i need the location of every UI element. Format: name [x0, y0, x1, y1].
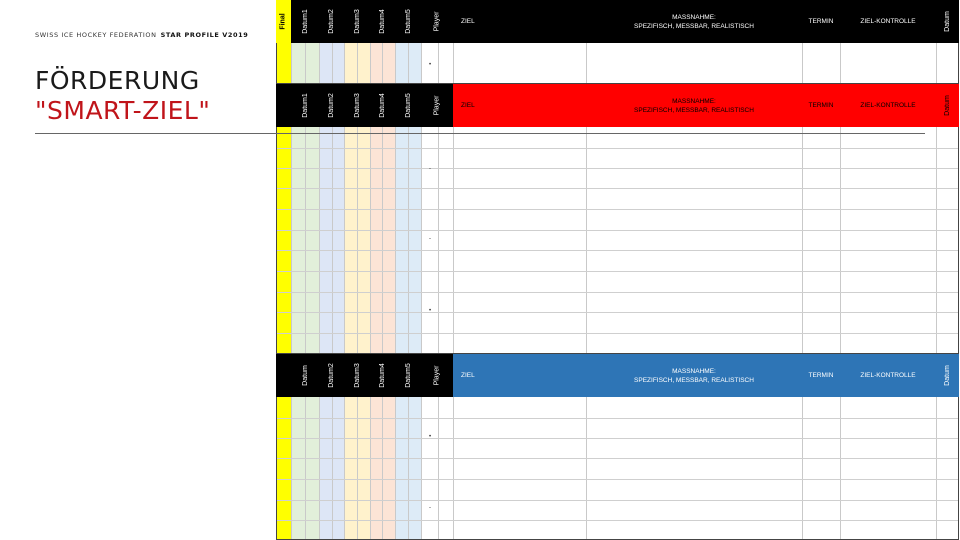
title-underline — [35, 133, 925, 134]
header-kontrolle — [840, 0, 936, 43]
header-termin — [802, 0, 840, 43]
header-player — [421, 354, 453, 397]
ziel-label: ZIEL — [461, 102, 475, 109]
termin-label: TERMIN — [808, 102, 834, 109]
ziel-label: ZIEL — [461, 18, 475, 25]
massnahme-sub: SPEZIFISCH, MESSBAR, REALISTISCH — [634, 106, 754, 114]
termin-label: TERMIN — [808, 18, 834, 25]
header-termin — [802, 354, 840, 397]
header-player — [421, 84, 453, 127]
header-datum5 — [395, 84, 421, 127]
document-version: STAR PROFILE V2019 — [160, 31, 249, 39]
header-datum1 — [291, 354, 319, 397]
row-marker: • — [429, 62, 432, 68]
header-row-3 — [276, 354, 959, 397]
goal-table-grid — [276, 0, 959, 540]
datum1-label: Datum1 — [301, 93, 309, 118]
title-line-1: FÖRDERUNG — [35, 66, 200, 95]
datum4-label: Datum4 — [378, 9, 386, 34]
header-datum4 — [370, 0, 395, 43]
massnahme-label: MASSNAHME: — [672, 13, 716, 21]
header-ziel — [453, 0, 586, 43]
federation-name: SWISS ICE HOCKEY FEDERATION — [35, 31, 157, 39]
header-ziel — [453, 84, 586, 127]
header-kontrolle — [840, 354, 936, 397]
datum4-label: Datum4 — [378, 93, 386, 118]
header-datum2 — [319, 354, 344, 397]
kontrolle-label: ZIEL-KONTROLLE — [860, 18, 916, 25]
row-marker: • — [429, 308, 432, 314]
header-datum5 — [395, 0, 421, 43]
header-datum2 — [319, 0, 344, 43]
header-datum1 — [291, 84, 319, 127]
datum1-label: Datum — [301, 365, 309, 386]
datum4-label: Datum4 — [378, 363, 386, 388]
player-label: Player — [433, 11, 441, 32]
header-datum1 — [291, 0, 319, 43]
header-termin — [802, 84, 840, 127]
header-row-1 — [276, 0, 959, 43]
row-marker: - — [429, 236, 431, 242]
header-row-2 — [276, 84, 959, 127]
datum-label: Datum — [944, 365, 951, 386]
header-final-blank — [276, 84, 291, 127]
header-datum3 — [344, 0, 370, 43]
player-label: Player — [433, 95, 441, 116]
header-datum4 — [370, 84, 395, 127]
header-datum — [936, 0, 959, 43]
row-marker: • — [429, 434, 432, 440]
header-player — [421, 0, 453, 43]
kontrolle-label: ZIEL-KONTROLLE — [860, 372, 916, 379]
datum5-label: Datum5 — [404, 93, 412, 118]
row-marker: - — [429, 166, 431, 172]
massnahme-label: MASSNAHME: — [672, 367, 716, 375]
datum-label: Datum — [944, 11, 951, 32]
final-label: Final — [280, 13, 287, 30]
header-datum3 — [344, 84, 370, 127]
kontrolle-label: ZIEL-KONTROLLE — [860, 102, 916, 109]
datum3-label: Datum3 — [353, 9, 361, 34]
header-kontrolle — [840, 84, 936, 127]
datum5-label: Datum5 — [404, 363, 412, 388]
header-datum4 — [370, 354, 395, 397]
header-massnahme — [586, 0, 802, 43]
ziel-label: ZIEL — [461, 372, 475, 379]
header-datum2 — [319, 84, 344, 127]
header-final — [276, 0, 291, 43]
massnahme-sub: SPEZIFISCH, MESSBAR, REALISTISCH — [634, 22, 754, 30]
datum3-label: Datum3 — [353, 93, 361, 118]
header-massnahme — [586, 84, 802, 127]
header-final-blank — [276, 354, 291, 397]
datum1-label: Datum1 — [301, 9, 309, 34]
brand-line — [35, 31, 248, 39]
player-label: Player — [433, 365, 441, 386]
datum2-label: Datum2 — [327, 93, 335, 118]
header-datum — [936, 354, 959, 397]
header-datum5 — [395, 354, 421, 397]
massnahme-sub: SPEZIFISCH, MESSBAR, REALISTISCH — [634, 376, 754, 384]
datum-label: Datum — [944, 95, 951, 116]
datum2-label: Datum2 — [327, 363, 335, 388]
datum5-label: Datum5 — [404, 9, 412, 34]
title-line-2: "SMART-ZIEL" — [35, 96, 211, 125]
header-datum — [936, 84, 959, 127]
row-marker: - — [429, 505, 431, 511]
termin-label: TERMIN — [808, 372, 834, 379]
header-massnahme — [586, 354, 802, 397]
datum3-label: Datum3 — [353, 363, 361, 388]
massnahme-label: MASSNAHME: — [672, 97, 716, 105]
page-title — [35, 66, 210, 126]
header-datum3 — [344, 354, 370, 397]
header-ziel — [453, 354, 586, 397]
datum2-label: Datum2 — [327, 9, 335, 34]
